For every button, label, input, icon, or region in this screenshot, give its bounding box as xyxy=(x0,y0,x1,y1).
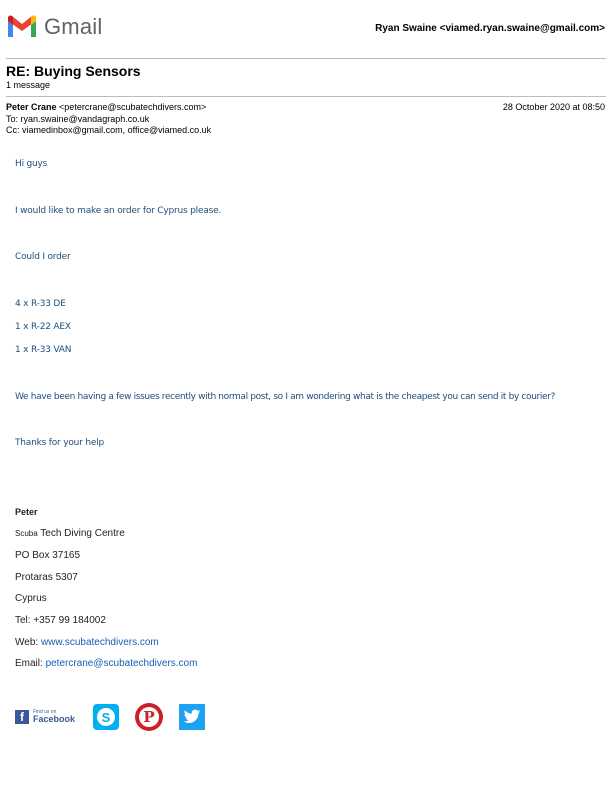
signature-tel: Tel: +357 99 184002 xyxy=(15,615,106,626)
facebook-small-text: Find us on xyxy=(33,709,57,715)
skype-icon[interactable] xyxy=(93,704,119,730)
body-line: We have been having a few issues recently with normal post, so I am wondering what is the cheapest you can send it by courier? xyxy=(15,392,556,402)
account-label: Ryan Swaine <viamed.ryan.swaine@gmail.com> xyxy=(375,23,605,34)
sender-line xyxy=(6,102,206,112)
order-item: 1 x R-33 VAN xyxy=(15,345,72,355)
facebook-icon[interactable] xyxy=(15,705,79,729)
facebook-f-icon: f xyxy=(15,710,29,724)
sender-name: Peter Crane xyxy=(6,102,57,112)
signature-org-prefix: Scuba xyxy=(15,529,38,538)
signature-po-box: PO Box 37165 xyxy=(15,550,81,561)
pinterest-p-icon: P xyxy=(139,707,159,727)
signature-country: Cyprus xyxy=(15,593,47,604)
body-greeting: Hi guys xyxy=(15,159,48,169)
body-line: Could I order xyxy=(15,252,71,262)
signature-web xyxy=(15,637,159,648)
email-link[interactable]: petercrane@scubatechdivers.com xyxy=(45,658,198,669)
gmail-logo-text: Gmail xyxy=(44,14,103,39)
signature-name: Peter xyxy=(15,507,38,517)
subject-divider xyxy=(6,96,606,97)
signature-org-rest: Tech Diving Centre xyxy=(37,528,125,539)
signature-org xyxy=(15,528,125,539)
header-divider xyxy=(6,58,606,59)
email-label: Email: xyxy=(15,658,46,669)
gmail-m-icon xyxy=(6,15,38,39)
signature-email xyxy=(15,658,197,669)
signature-town: Protaras 5307 xyxy=(15,572,78,583)
web-link[interactable]: www.scubatechdivers.com xyxy=(40,637,159,648)
order-item: 1 x R-22 AEX xyxy=(15,322,71,332)
body-closing: Thanks for your help xyxy=(15,438,104,448)
facebook-big-text: Facebook xyxy=(33,714,76,724)
body-line: I would like to make an order for Cyprus please. xyxy=(15,206,222,216)
twitter-bird-icon xyxy=(183,709,201,725)
order-item: 4 x R-33 DE xyxy=(15,299,66,309)
twitter-icon[interactable] xyxy=(179,704,205,730)
gmail-logo[interactable] xyxy=(6,14,102,40)
to-line: To: ryan.swaine@vandagraph.co.uk xyxy=(6,114,150,124)
skype-s-icon: S xyxy=(97,708,115,726)
social-links xyxy=(15,703,205,731)
pinterest-icon[interactable] xyxy=(135,703,163,731)
message-count: 1 message xyxy=(6,80,51,90)
facebook-text xyxy=(33,710,75,724)
sender-email: <petercrane@scubatechdivers.com> xyxy=(59,102,207,112)
message-date: 28 October 2020 at 08:50 xyxy=(502,102,605,112)
web-label: Web: xyxy=(15,637,41,648)
cc-line: Cc: viamedinbox@gmail.com, office@viamed.co.uk xyxy=(6,125,212,135)
subject-title: RE: Buying Sensors xyxy=(6,63,141,79)
